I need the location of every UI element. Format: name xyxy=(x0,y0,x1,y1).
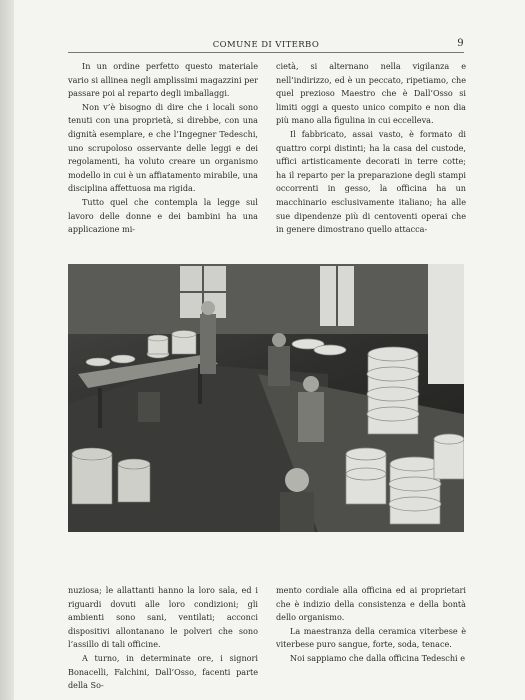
page-number: 9 xyxy=(457,38,464,49)
text-column-top-right xyxy=(276,60,466,237)
page-edge xyxy=(0,0,14,700)
paragraph: nuziosa; le allattanti hanno la loro sala, ed i riguardi dovuti alle loro condizioni; gli ambienti sono sani, ventilati; acconci dispositivi allontanano le polveri che sono l’assillo di tali officine. xyxy=(68,585,258,650)
paragraph: Noi sappiamo che dalla officina Tedeschi e xyxy=(290,652,466,663)
header-title: COMUNE DI VITERBO xyxy=(212,40,320,50)
paragraph: cietà, si alternano nella vigilanza e nell’indirizzo, ed è un peccato, ripetiamo, che quel prezioso Maestro che è Dall’Osso si limiti oggi a questo unico compito e non dia più mano alla figulina in cui eccelleva. xyxy=(276,61,466,126)
running-header xyxy=(68,38,464,53)
paragraph: Il fabbricato, assai vasto, è formato di quattro corpi distinti; ha la casa del custode, uffici artisticamente decorati in terre cotte; ha il reparto per la preparazione degli stampi occorrenti in gesso, la officina ha un macchinario esclusivamente italiano; ha alle sue dipendenze più di centoventi operai che in genere dimostrano quello attacca- xyxy=(276,128,466,235)
workshop-photograph xyxy=(68,264,464,532)
workshop-photo-illustration xyxy=(68,264,464,532)
paragraph: Tutto quel che contempla la legge sul lavoro delle donne e dei bambini ha una applicazione mi- xyxy=(68,196,258,235)
paragraph: In un ordine perfetto questo materiale vario si allinea negli amplissimi magazzini per passare poi al reparto degli imballaggi. xyxy=(68,61,258,99)
text-column-bottom-right xyxy=(276,584,466,666)
text-column-top-left xyxy=(68,60,258,237)
paragraph: mento cordiale alla officina ed ai proprietari che è indizio della consistenza e della bontà dello organismo. xyxy=(276,585,466,623)
paragraph: La maestranza della ceramica viterbese è viterbese puro sangue, forte, soda, tenace. xyxy=(276,625,466,650)
text-column-bottom-left xyxy=(68,584,258,693)
paragraph: A turno, in determinate ore, i signori Bonacelli, Falchini, Dall’Osso, facenti parte della So- xyxy=(68,652,258,691)
paragraph: Non v’è bisogno di dire che i locali sono tenuti con una proprietà, si direbbe, con una dignità esemplare, e che l’Ingegner Tedeschi, uno scrupoloso osservante delle leggi e dei regolamenti, ha voluto creare un organismo modello in cui è un affiatamento mirabile, una disciplina affettuosa ma rigida. xyxy=(68,101,258,194)
